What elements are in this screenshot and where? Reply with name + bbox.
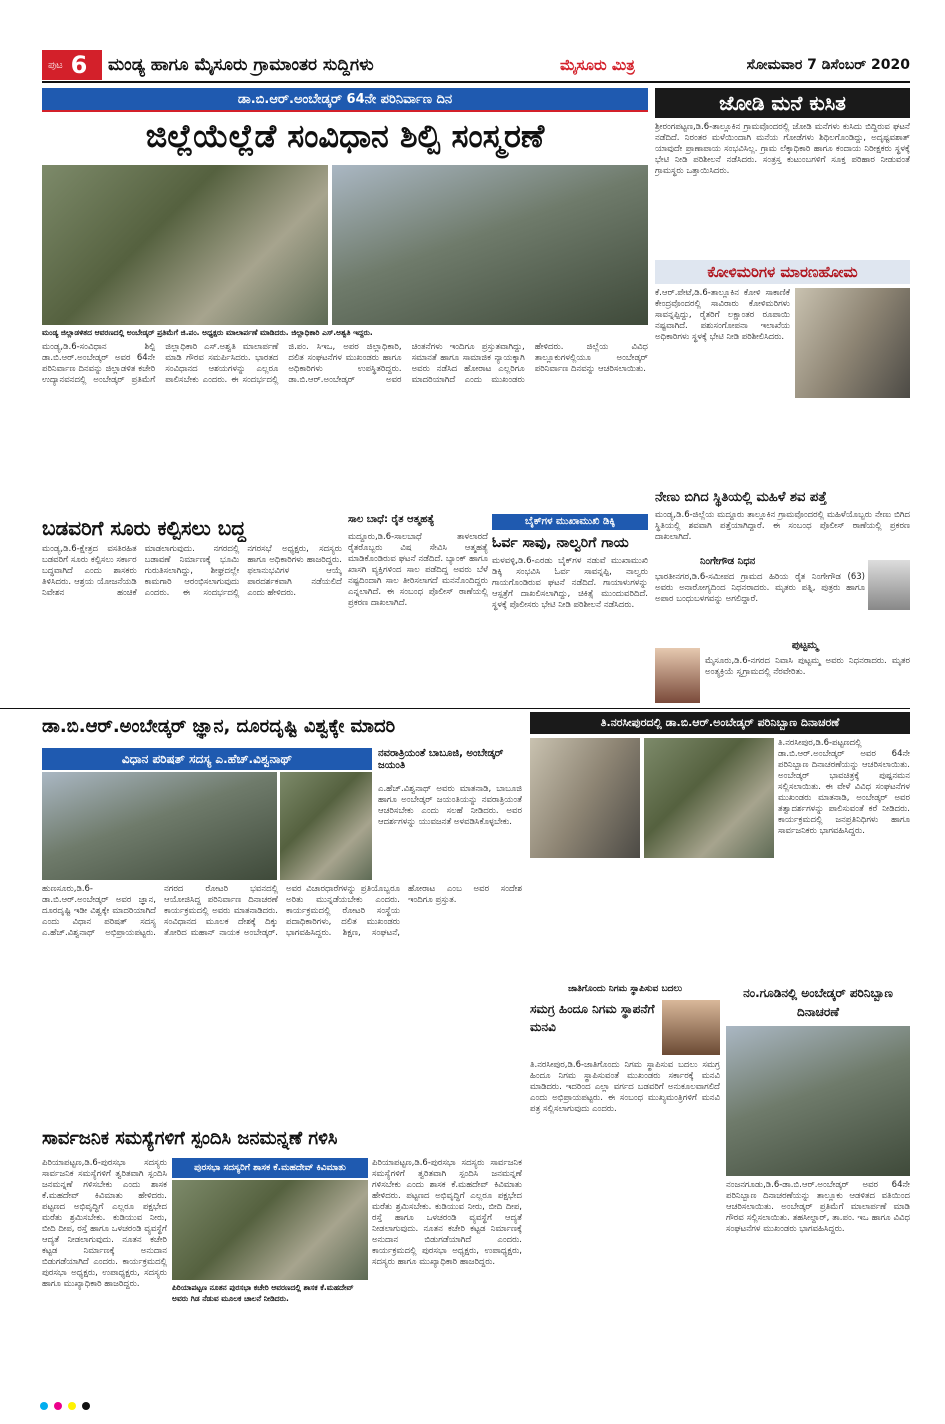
vishwanath-body: ಹುಣಸೂರು,ಡಿ.6-ಡಾ.ಬಿ.ಆರ್.ಅಂಬೇಡ್ಕರ್ ಅವರ ಜ್ಞಾನ, ದೂರದೃಷ್ಟಿ ಇಡೀ ವಿಶ್ವಕ್ಕೇ ಮಾದರಿಯಾಗಿದೆ ಎಂದು ವಿಧಾನ ಪರಿಷತ್ ಸದಸ್ಯ ಎ.ಹೆಚ್.ವಿಶ್ವನಾಥ್ ಅಭಿಪ್ರಾಯಪಟ್ಟರು. ನಗರದ ರೋಟರಿ ಭವನದಲ್ಲಿ ಆಯೋಜಿಸಿದ್ದ ಪರಿನಿರ್ವಾಣ ದಿನಾಚರಣೆ ಕಾರ್ಯಕ್ರಮದಲ್ಲಿ ಅವರು ಮಾತನಾಡಿದರು. ಸಂವಿಧಾನದ ಮೂಲಕ ದೇಶಕ್ಕೆ ದಿಕ್ಕು ತೋರಿದ ಮಹಾನ್ ನಾಯಕ ಅಂಬೇಡ್ಕರ್. ಅವರ ವಿಚಾರಧಾರೆಗಳನ್ನು ಪ್ರತಿಯೊಬ್ಬರೂ ಅರಿತು ಮುನ್ನಡೆಯಬೇಕು ಎಂದರು. ಕಾರ್ಯಕ್ರಮದಲ್ಲಿ ರೋಟರಿ ಸಂಸ್ಥೆಯ ಪದಾಧಿಕಾರಿಗಳು, ದಲಿತ ಮುಖಂಡರು ಭಾಗವಹಿಸಿದ್ದರು. ಶಿಕ್ಷಣ, ಸಂಘಟನೆ, ಹೋರಾಟ ಎಂಬ ಅವರ ಸಂದೇಶ ಇಂದಿಗೂ ಪ್ರಸ್ತುತ. (42, 884, 522, 938)
hindu-kicker: ಜಾತಿಗೊಂದು ನಿಗಮ ಸ್ಥಾಪಿಸುವ ಬದಲು (567, 984, 683, 994)
tnpura-photo-left (530, 738, 640, 858)
housing-body: ಮಂಡ್ಯ,ಡಿ.6-ಕ್ಷೇತ್ರದ ವಸತಿರಹಿತ ಬಡವರಿಗೆ ಸೂರು ಕಲ್ಪಿಸಲು ಸರ್ಕಾರ ಬದ್ಧವಾಗಿದೆ ಎಂದು ಶಾಸಕರು ತಿಳಿಸಿದರು. ಆಶ್ರಯ ಯೋಜನೆಯಡಿ ನಿವೇಶನ ಹಂಚಿಕೆ ಮಾಡಲಾಗುವುದು. ನಗರದಲ್ಲಿ ಬಡಾವಣೆ ನಿರ್ಮಾಣಕ್ಕೆ ಭೂಮಿ ಗುರುತಿಸಲಾಗಿದ್ದು, ಶೀಘ್ರದಲ್ಲೇ ಕಾಮಗಾರಿ ಆರಂಭಿಸಲಾಗುವುದು ಎಂದರು. ಈ ಸಂದರ್ಭದಲ್ಲಿ ನಗರಸಭೆ ಅಧ್ಯಕ್ಷರು, ಸದಸ್ಯರು ಹಾಗೂ ಅಧಿಕಾರಿಗಳು ಹಾಜರಿದ್ದರು. ಫಲಾನುಭವಿಗಳ ಆಯ್ಕೆ ಪಾರದರ್ಶಕವಾಗಿ ನಡೆಯಲಿದೆ ಎಂದು ಹೇಳಿದರು. (42, 544, 342, 598)
accident-kicker: ಬೈಕ್‌ಗಳ ಮುಖಾಮುಖಿ ಡಿಕ್ಕಿ (492, 514, 648, 530)
obituary-photo-2 (655, 648, 700, 703)
obituary-body-1: ಭಾರತೀನಗರ,ಡಿ.6-ಸಮೀಪದ ಗ್ರಾಮದ ಹಿರಿಯ ರೈತ ನಿಂಗೇಗೌಡ (63) ಅವರು ಅನಾರೋಗ್ಯದಿಂದ ನಿಧನರಾದರು. ಮೃತರು ಪತ್ನಿ, ಪುತ್ರರು ಹಾಗೂ ಅಪಾರ ಬಂಧುಬಳಗವನ್ನು ಅಗಲಿದ್ದಾರೆ. (655, 572, 865, 604)
collapse-box-title: ಜೋಡಿ ಮನೆ ಕುಸಿತ (655, 88, 910, 118)
civic-body-left: ಪಿರಿಯಾಪಟ್ಟಣ,ಡಿ.6-ಪುರಸಭಾ ಸದಸ್ಯರು ಸಾರ್ವಜನಿಕ ಸಮಸ್ಯೆಗಳಿಗೆ ತ್ವರಿತವಾಗಿ ಸ್ಪಂದಿಸಿ ಜನಮನ್ನಣೆ ಗಳಿಸಬೇಕು ಎಂದು ಶಾಸಕ ಕೆ.ಮಹದೇವ್ ಕಿವಿಮಾತು ಹೇಳಿದರು. ಪಟ್ಟಣದ ಅಭಿವೃದ್ಧಿಗೆ ಎಲ್ಲರೂ ಪಕ್ಷಭೇದ ಮರೆತು ಶ್ರಮಿಸಬೇಕು. ಕುಡಿಯುವ ನೀರು, ಬೀದಿ ದೀಪ, ರಸ್ತೆ ಹಾಗೂ ಒಳಚರಂಡಿ ವ್ಯವಸ್ಥೆಗೆ ಆದ್ಯತೆ ನೀಡಲಾಗುವುದು. ನೂತನ ಕಚೇರಿ ಕಟ್ಟಡ ನಿರ್ಮಾಣಕ್ಕೆ ಅನುದಾನ ಬಿಡುಗಡೆಯಾಗಿದೆ ಎಂದರು. ಕಾರ್ಯಕ್ರಮದಲ್ಲಿ ಪುರಸಭಾ ಅಧ್ಯಕ್ಷರು, ಉಪಾಧ್ಯಕ್ಷರು, ಸದಸ್ಯರು ಹಾಗೂ ಮುಖ್ಯಾಧಿಕಾರಿ ಹಾಜರಿದ್ದರು. (42, 1158, 167, 1289)
paper-name: ಮೈಸೂರು ಮಿತ್ರ (560, 56, 635, 74)
lead-body: ಮಂಡ್ಯ,ಡಿ.6-ಸಂವಿಧಾನ ಶಿಲ್ಪಿ ಡಾ.ಬಿ.ಆರ್.ಅಂಬೇಡ್ಕರ್ ಅವರ 64ನೇ ಪರಿನಿರ್ವಾಣ ದಿನವನ್ನು ಜಿಲ್ಲಾಡಳಿತ ಕಚೇರಿ ಉದ್ಯಾನವನದಲ್ಲಿ ಅಂಬೇಡ್ಕರ್ ಪ್ರತಿಮೆಗೆ ಜಿಲ್ಲಾಧಿಕಾರಿ ಎಸ್.ಅಶ್ವತಿ ಮಾಲಾರ್ಪಣೆ ಮಾಡಿ ಗೌರವ ಸಮರ್ಪಿಸಿದರು. ಭಾರತದ ಸಂವಿಧಾನದ ಆಶಯಗಳನ್ನು ಎಲ್ಲರೂ ಪಾಲಿಸಬೇಕು ಎಂದರು. ಈ ಸಂದರ್ಭದಲ್ಲಿ ಜಿ.ಪಂ. ಸಿಇಒ, ಅಪರ ಜಿಲ್ಲಾಧಿಕಾರಿ, ದಲಿತ ಸಂಘಟನೆಗಳ ಮುಖಂಡರು ಹಾಗೂ ಅಧಿಕಾರಿಗಳು ಉಪಸ್ಥಿತರಿದ್ದರು. ಡಾ.ಬಿ.ಆರ್.ಅಂಬೇಡ್ಕರ್ ಅವರ ಚಿಂತನೆಗಳು ಇಂದಿಗೂ ಪ್ರಸ್ತುತವಾಗಿದ್ದು, ಸಮಾನತೆ ಹಾಗೂ ಸಾಮಾಜಿಕ ನ್ಯಾಯಕ್ಕಾಗಿ ಅವರು ನಡೆಸಿದ ಹೋರಾಟ ಎಲ್ಲರಿಗೂ ಮಾದರಿಯಾಗಿದೆ ಎಂದು ಮುಖಂಡರು ಹೇಳಿದರು. ಜಿಲ್ಲೆಯ ವಿವಿಧ ತಾಲ್ಲೂಕುಗಳಲ್ಲಿಯೂ ಅಂಬೇಡ್ಕರ್ ಪರಿನಿರ್ವಾಣ ದಿನವನ್ನು ಆಚರಿಸಲಾಯಿತು. (42, 342, 648, 385)
lead-photo-right (332, 165, 648, 325)
ngudi-photo (726, 1026, 910, 1176)
hindu-headline: ಸಮಗ್ರ ಹಿಂದೂ ನಿಗಮ ಸ್ಥಾಪನೆಗೆ ಮನವಿ (530, 1002, 655, 1034)
page-number: 6 (70, 51, 88, 79)
body-found-title: ನೇಣು ಬಿಗಿದ ಸ್ಥಿತಿಯಲ್ಲಿ ಮಹಿಳೆ ಶವ ಪತ್ತೆ (655, 490, 827, 505)
collapse-box-body: ಶ್ರೀರಂಗಪಟ್ಟಣ,ಡಿ.6-ತಾಲ್ಲೂಕಿನ ಗ್ರಾಮವೊಂದರಲ್ಲಿ ಜೋಡಿ ಮನೆಗಳು ಕುಸಿದು ಬಿದ್ದಿರುವ ಘಟನೆ ನಡೆದಿದೆ. ನಿರಂತರ ಮಳೆಯಿಂದಾಗಿ ಮನೆಯ ಗೋಡೆಗಳು ಶಿಥಿಲಗೊಂಡಿದ್ದು, ಅದೃಷ್ಟವಶಾತ್ ಯಾವುದೇ ಪ್ರಾಣಾಪಾಯ ಸಂಭವಿಸಿಲ್ಲ. ಗ್ರಾಮ ಲೆಕ್ಕಾಧಿಕಾರಿ ಹಾಗೂ ಕಂದಾಯ ನಿರೀಕ್ಷಕರು ಸ್ಥಳಕ್ಕೆ ಭೇಟಿ ನೀಡಿ ಪರಿಶೀಲನೆ ನಡೆಸಿದರು. ಸಂತ್ರಸ್ತ ಕುಟುಂಬಗಳಿಗೆ ಸೂಕ್ತ ಪರಿಹಾರ ನೀಡುವಂತೆ ಗ್ರಾಮಸ್ಥರು ಒತ್ತಾಯಿಸಿದರು. (655, 122, 910, 176)
civic-photo (172, 1180, 368, 1280)
lead-kicker-text: ಡಾ.ಬಿ.ಆರ್.ಅಂಬೇಡ್ಕರ್ 64ನೇ ಪರಿನಿರ್ವಾಣ ದಿನ (237, 91, 453, 107)
lead-kicker (42, 88, 648, 112)
civic-caption: ಪಿರಿಯಾಪಟ್ಟಣ ನೂತನ ಪುರಸಭಾ ಕಚೇರಿ ಆವರಣದಲ್ಲಿ ಶಾಸಕ ಕೆ.ಮಹದೇವ್ ಅವರು ಗಿಡ ನೆಡುವ ಮೂಲಕ ಚಾಲನೆ ನೀಡಿದರು. (172, 1282, 368, 1304)
lead-headline: ಜಿಲ್ಲೆಯೆಲ್ಲೆಡೆ ಸಂವಿಧಾನ ಶಿಲ್ಪಿ ಸಂಸ್ಮರಣೆ (145, 117, 545, 155)
tnpura-photo-right (644, 738, 774, 858)
farmer-body: ಮದ್ದೂರು,ಡಿ.6-ಸಾಲಬಾಧೆ ತಾಳಲಾರದೆ ರೈತರೊಬ್ಬರು ವಿಷ ಸೇವಿಸಿ ಆತ್ಮಹತ್ಯೆ ಮಾಡಿಕೊಂಡಿರುವ ಘಟನೆ ನಡೆದಿದೆ. ಬ್ಯಾಂಕ್ ಹಾಗೂ ಖಾಸಗಿ ವ್ಯಕ್ತಿಗಳಿಂದ ಸಾಲ ಪಡೆದಿದ್ದ ಅವರು ಬೆಳೆ ನಷ್ಟದಿಂದಾಗಿ ಸಾಲ ತೀರಿಸಲಾಗದೆ ಮನನೊಂದಿದ್ದರು ಎನ್ನಲಾಗಿದೆ. ಈ ಸಂಬಂಧ ಪೊಲೀಸ್ ಠಾಣೆಯಲ್ಲಿ ಪ್ರಕರಣ ದಾಖಲಾಗಿದೆ. (348, 532, 488, 608)
lead-photo-left (42, 165, 328, 325)
housing-headline: ಬಡವರಿಗೆ ಸೂರು ಕಲ್ಪಿಸಲು ಬದ್ಧ (42, 516, 246, 540)
obituary-title-1: ನಿಂಗೇಗೌಡ ನಿಧನ (700, 556, 756, 567)
ngudi-headline: ನಂ.ಗೂಡಿನಲ್ಲಿ ಅಂಬೇಡ್ಕರ್ ಪರಿನಿಬ್ಬಾಣ ದಿನಾಚರಣೆ (743, 986, 893, 1019)
section-title: ಮಂಡ್ಯ ಹಾಗೂ ಮೈಸೂರು ಗ್ರಾಮಾಂತರ ಸುದ್ದಿಗಳು (108, 55, 374, 75)
vishwanath-headline: ಡಾ.ಬಿ.ಆರ್.ಅಂಬೇಡ್ಕರ್ ಜ್ಞಾನ, ದೂರದೃಷ್ಟಿ ವಿಶ್ವಕ್ಕೇ ಮಾದರಿ (42, 716, 396, 737)
page-label: ಪುಟ (48, 59, 63, 71)
hindu-body: ತಿ.ನರಸೀಪುರ,ಡಿ.6-ಜಾತಿಗೊಂದು ನಿಗಮ ಸ್ಥಾಪಿಸುವ ಬದಲು ಸಮಗ್ರ ಹಿಂದೂ ನಿಗಮ ಸ್ಥಾಪಿಸುವಂತೆ ಮುಖಂಡರು ಸರ್ಕಾರಕ್ಕೆ ಮನವಿ ಮಾಡಿದರು. ಇದರಿಂದ ಎಲ್ಲಾ ವರ್ಗದ ಬಡವರಿಗೆ ಅನುಕೂಲವಾಗಲಿದೆ ಎಂದು ಅಭಿಪ್ರಾಯಪಟ್ಟರು. ಈ ಸಂಬಂಧ ಮುಖ್ಯಮಂತ್ರಿಗಳಿಗೆ ಮನವಿ ಪತ್ರ ಸಲ್ಲಿಸಲಾಗುವುದು ಎಂದರು. (530, 1060, 720, 1114)
registration-marks (40, 1402, 910, 1412)
birthday-title: ನವರಾತ್ರಿಯಂತೆ ಬಾಬೂಜಿ, ಅಂಬೇಡ್ಕರ್ ಜಯಂತಿ (378, 748, 504, 771)
birthday-body: ಎ.ಹೆಚ್.ವಿಶ್ವನಾಥ್ ಅವರು ಮಾತನಾಡಿ, ಬಾಬೂಜಿ ಹಾಗೂ ಅಂಬೇಡ್ಕರ್ ಜಯಂತಿಯನ್ನು ನವರಾತ್ರಿಯಂತೆ ಆಚರಿಸಬೇಕು ಎಂದು ಸಲಹೆ ನೀಡಿದರು. ಅವರ ಆದರ್ಶಗಳನ್ನು ಯುವಜನತೆ ಅಳವಡಿಸಿಕೊಳ್ಳಬೇಕು. (378, 784, 522, 827)
chicks-photo (795, 288, 910, 398)
civic-body-right: ಪಿರಿಯಾಪಟ್ಟಣ,ಡಿ.6-ಪುರಸಭಾ ಸದಸ್ಯರು ಸಾರ್ವಜನಿಕ ಸಮಸ್ಯೆಗಳಿಗೆ ತ್ವರಿತವಾಗಿ ಸ್ಪಂದಿಸಿ ಜನಮನ್ನಣೆ ಗಳಿಸಬೇಕು ಎಂದು ಶಾಸಕ ಕೆ.ಮಹದೇವ್ ಕಿವಿಮಾತು ಹೇಳಿದರು. ಪಟ್ಟಣದ ಅಭಿವೃದ್ಧಿಗೆ ಎಲ್ಲರೂ ಪಕ್ಷಭೇದ ಮರೆತು ಶ್ರಮಿಸಬೇಕು. ಕುಡಿಯುವ ನೀರು, ಬೀದಿ ದೀಪ, ರಸ್ತೆ ಹಾಗೂ ಒಳಚರಂಡಿ ವ್ಯವಸ್ಥೆಗೆ ಆದ್ಯತೆ ನೀಡಲಾಗುವುದು. ನೂತನ ಕಚೇರಿ ಕಟ್ಟಡ ನಿರ್ಮಾಣಕ್ಕೆ ಅನುದಾನ ಬಿಡುಗಡೆಯಾಗಿದೆ ಎಂದರು. ಕಾರ್ಯಕ್ರಮದಲ್ಲಿ ಪುರಸಭಾ ಅಧ್ಯಕ್ಷರು, ಉಪಾಧ್ಯಕ್ಷರು, ಸದಸ್ಯರು ಹಾಗೂ ಮುಖ್ಯಾಧಿಕಾರಿ ಹಾಜರಿದ್ದರು. (372, 1158, 522, 1267)
masthead-rule (42, 81, 910, 83)
hindu-portrait (662, 1000, 720, 1055)
obituary-photo-1 (868, 560, 910, 610)
issue-date: ಸೋಮವಾರ 7 ಡಿಸೆಂಬರ್ 2020 (746, 57, 910, 73)
obituary-title-2: ಪುಟ್ಟಮ್ಮ (791, 640, 819, 651)
vishwanath-kicker: ವಿಧಾನ ಪರಿಷತ್ ಸದಸ್ಯ ಎ.ಹೆಚ್.ವಿಶ್ವನಾಥ್ (42, 748, 372, 770)
accident-headline: ಓರ್ವ ಸಾವು, ನಾಲ್ವರಿಗೆ ಗಾಯ (492, 535, 629, 551)
lead-photo-caption: ಮಂಡ್ಯ ಜಿಲ್ಲಾಡಳಿತದ ಆವರಣದಲ್ಲಿ ಅಂಬೇಡ್ಕರ್ ಪ್ರತಿಮೆಗೆ ಜಿ.ಪಂ. ಅಧ್ಯಕ್ಷರು ಮಾಲಾರ್ಪಣೆ ಮಾಡಿದರು. ಜಿಲ್ಲಾಧಿಕಾರಿ ಎಸ್.ಅಶ್ವತಿ ಇದ್ದರು. (42, 327, 648, 338)
farmer-kicker: ಸಾಲ ಬಾಧೆ: ರೈತ ಆತ್ಮಹತ್ಯೆ (348, 514, 435, 525)
chicks-title: ಕೋಳಿಮರಿಗಳ ಮಾರಣಹೋಮ (655, 260, 910, 284)
mid-divider (0, 708, 910, 709)
obituary-body-2: ಮೈಸೂರು,ಡಿ.6-ನಗರದ ನಿವಾಸಿ ಪುಟ್ಟಮ್ಮ ಅವರು ನಿಧನರಾದರು. ಮೃತರ ಅಂತ್ಯಕ್ರಿಯೆ ಸ್ವಗ್ರಾಮದಲ್ಲಿ ನೆರವೇರಿತು. (705, 656, 910, 677)
vishwanath-photo-right (280, 772, 372, 880)
accident-body: ಮಳವಳ್ಳಿ,ಡಿ.6-ಎರಡು ಬೈಕ್‌ಗಳ ನಡುವೆ ಮುಖಾಮುಖಿ ಡಿಕ್ಕಿ ಸಂಭವಿಸಿ ಓರ್ವ ಸಾವನ್ನಪ್ಪಿ, ನಾಲ್ವರು ಗಾಯಗೊಂಡಿರುವ ಘಟನೆ ನಡೆದಿದೆ. ಗಾಯಾಳುಗಳನ್ನು ಆಸ್ಪತ್ರೆಗೆ ದಾಖಲಿಸಲಾಗಿದ್ದು, ಚಿಕಿತ್ಸೆ ಮುಂದುವರಿದಿದೆ. ಸ್ಥಳಕ್ಕೆ ಪೊಲೀಸರು ಭೇಟಿ ನೀಡಿ ಪರಿಶೀಲನೆ ನಡೆಸಿದರು. (492, 556, 648, 610)
tnpura-headline: ತಿ.ನರಸೀಪುರದಲ್ಲಿ ಡಾ.ಬಿ.ಆರ್.ಅಂಬೇಡ್ಕರ್ ಪರಿನಿಬ್ಬಾಣ ದಿನಾಚರಣೆ (530, 712, 910, 734)
vishwanath-photo-left (42, 772, 277, 880)
civic-kicker: ಪುರಸಭಾ ಸದಸ್ಯರಿಗೆ ಶಾಸಕ ಕೆ.ಮಹದೇವ್ ಕಿವಿಮಾತು (172, 1158, 368, 1178)
ngudi-body: ನಂಜನಗೂಡು,ಡಿ.6-ಡಾ.ಬಿ.ಆರ್.ಅಂಬೇಡ್ಕರ್ ಅವರ 64ನೇ ಪರಿನಿಬ್ಬಾಣ ದಿನಾಚರಣೆಯನ್ನು ತಾಲ್ಲೂಕು ಆಡಳಿತದ ವತಿಯಿಂದ ಆಚರಿಸಲಾಯಿತು. ಅಂಬೇಡ್ಕರ್ ಪ್ರತಿಮೆಗೆ ಮಾಲಾರ್ಪಣೆ ಮಾಡಿ ಗೌರವ ಸಲ್ಲಿಸಲಾಯಿತು. ತಹಸೀಲ್ದಾರ್, ತಾ.ಪಂ. ಇಒ ಹಾಗೂ ವಿವಿಧ ಸಂಘಟನೆಗಳ ಮುಖಂಡರು ಭಾಗವಹಿಸಿದ್ದರು. (726, 1180, 910, 1234)
body-found-body: ಮಂಡ್ಯ,ಡಿ.6-ಜಿಲ್ಲೆಯ ಮದ್ದೂರು ತಾಲ್ಲೂಕಿನ ಗ್ರಾಮವೊಂದರಲ್ಲಿ ಮಹಿಳೆಯೊಬ್ಬರು ನೇಣು ಬಿಗಿದ ಸ್ಥಿತಿಯಲ್ಲಿ ಶವವಾಗಿ ಪತ್ತೆಯಾಗಿದ್ದಾರೆ. ಈ ಸಂಬಂಧ ಪೊಲೀಸ್ ಠಾಣೆಯಲ್ಲಿ ಪ್ರಕರಣ ದಾಖಲಾಗಿದೆ. (655, 510, 910, 542)
tnpura-body: ತಿ.ನರಸೀಪುರ,ಡಿ.6-ಪಟ್ಟಣದಲ್ಲಿ ಡಾ.ಬಿ.ಆರ್.ಅಂಬೇಡ್ಕರ್ ಅವರ 64ನೇ ಪರಿನಿಬ್ಬಾಣ ದಿನಾಚರಣೆಯನ್ನು ಆಚರಿಸಲಾಯಿತು. ಅಂಬೇಡ್ಕರ್ ಭಾವಚಿತ್ರಕ್ಕೆ ಪುಷ್ಪನಮನ ಸಲ್ಲಿಸಲಾಯಿತು. ಈ ವೇಳೆ ವಿವಿಧ ಸಂಘಟನೆಗಳ ಮುಖಂಡರು ಮಾತನಾಡಿ, ಅಂಬೇಡ್ಕರ್ ಅವರ ತತ್ವಾದರ್ಶಗಳನ್ನು ಪಾಲಿಸುವಂತೆ ಕರೆ ನೀಡಿದರು. ಕಾರ್ಯಕ್ರಮದಲ್ಲಿ ಜನಪ್ರತಿನಿಧಿಗಳು ಹಾಗೂ ಸಾರ್ವಜನಿಕರು ಭಾಗವಹಿಸಿದ್ದರು. (778, 738, 910, 836)
chicks-body: ಕೆ.ಆರ್.ಪೇಟೆ,ಡಿ.6-ತಾಲ್ಲೂಕಿನ ಕೋಳಿ ಸಾಕಾಣಿಕೆ ಕೇಂದ್ರವೊಂದರಲ್ಲಿ ಸಾವಿರಾರು ಕೋಳಿಮರಿಗಳು ಸಾವನ್ನಪ್ಪಿದ್ದು, ರೈತರಿಗೆ ಲಕ್ಷಾಂತರ ರೂಪಾಯಿ ನಷ್ಟವಾಗಿದೆ. ಪಶುಸಂಗೋಪನಾ ಇಲಾಖೆಯ ಅಧಿಕಾರಿಗಳು ಸ್ಥಳಕ್ಕೆ ಭೇಟಿ ನೀಡಿ ಪರಿಶೀಲಿಸಿದರು. (655, 288, 790, 342)
page-number-badge (42, 50, 102, 80)
civic-headline: ಸಾರ್ವಜನಿಕ ಸಮಸ್ಯೆಗಳಿಗೆ ಸ್ಪಂದಿಸಿ ಜನಮನ್ನಣೆ ಗಳಿಸಿ (42, 1128, 338, 1149)
